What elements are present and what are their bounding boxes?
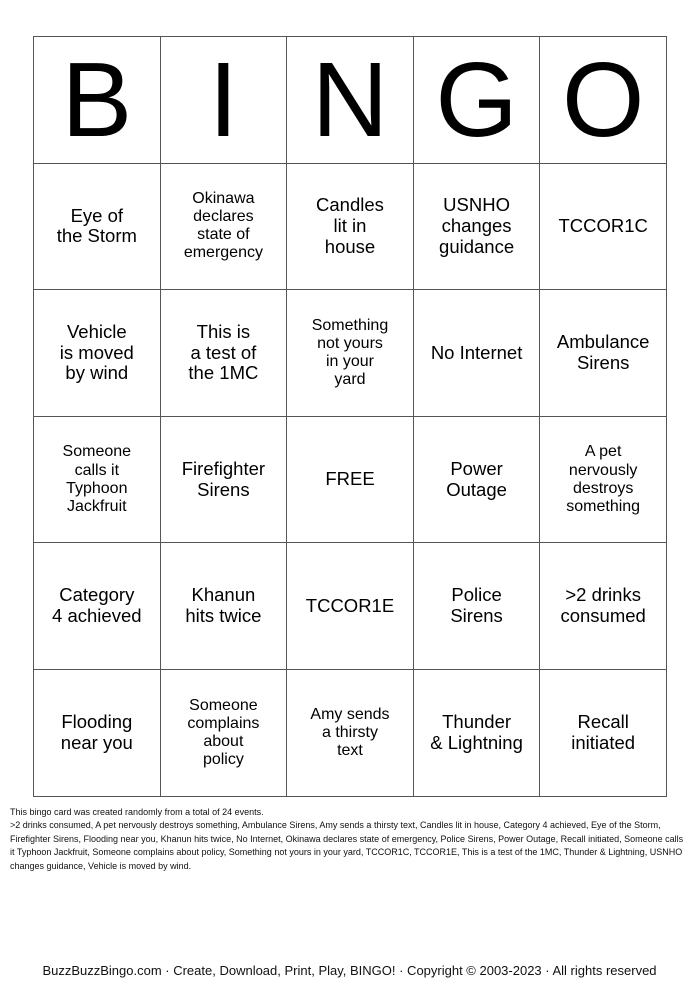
bingo-cell: A pet nervously destroys something [540, 416, 667, 543]
header-letter-b: B [34, 37, 161, 164]
bingo-cell: Candles lit in house [287, 163, 414, 290]
bingo-cell: This is a test of the 1MC [160, 290, 287, 417]
header-letter-n: N [287, 37, 414, 164]
card-info [10, 806, 690, 873]
header-letter-o: O [540, 37, 667, 164]
bingo-cell: >2 drinks consumed [540, 543, 667, 670]
card-row [34, 543, 667, 670]
bingo-cell: Flooding near you [34, 669, 161, 796]
bingo-cell: Thunder & Lightning [413, 669, 540, 796]
bingo-cell: Someone calls it Typhoon Jackfruit [34, 416, 161, 543]
bingo-cell: Someone complains about policy [160, 669, 287, 796]
free-cell: FREE [287, 416, 414, 543]
card-row [34, 669, 667, 796]
card-row [34, 163, 667, 290]
site-footer: BuzzBuzzBingo.com · Create, Download, Print, Play, BINGO! · Copyright © 2003-2023 · All rights reserved [42, 963, 657, 978]
header-row [34, 37, 667, 164]
card-summary: This bingo card was created randomly from a total of 24 events. [10, 807, 264, 817]
bingo-cell: No Internet [413, 290, 540, 417]
bingo-cell: Amy sends a thirsty text [287, 669, 414, 796]
bingo-cell: Category 4 achieved [34, 543, 161, 670]
bingo-cell: Firefighter Sirens [160, 416, 287, 543]
bingo-cell: Okinawa declares state of emergency [160, 163, 287, 290]
bingo-cell: Something not yours in your yard [287, 290, 414, 417]
header-letter-g: G [413, 37, 540, 164]
header-letter-i: I [160, 37, 287, 164]
bingo-cell: Police Sirens [413, 543, 540, 670]
bingo-cell: TCCOR1E [287, 543, 414, 670]
bingo-cell: Khanun hits twice [160, 543, 287, 670]
bingo-cell: Vehicle is moved by wind [34, 290, 161, 417]
bingo-cell: Eye of the Storm [34, 163, 161, 290]
bingo-cell: TCCOR1C [540, 163, 667, 290]
bingo-cell: Recall initiated [540, 669, 667, 796]
bingo-card [33, 36, 667, 797]
bingo-cell: Power Outage [413, 416, 540, 543]
bingo-cell: Ambulance Sirens [540, 290, 667, 417]
bingo-cell: USNHO changes guidance [413, 163, 540, 290]
card-row [34, 416, 667, 543]
event-list: >2 drinks consumed, A pet nervously destroys something, Ambulance Sirens, Amy sends a thirsty text, Candles lit in house, Category 4 achieved, Eye of the Storm, Firefighter Sirens, Flooding near you, Khanun hits twice, No Internet, Okinawa declares state of emergency, Police Sirens, Power Outage, Recall initiated, Someone calls it Typhoon Jackfruit, Someone complains about policy, Something not yours in your yard, TCCOR1C, TCCOR1E, This is a test of the 1MC, Thunder & Lightning, USNHO changes guidance, Vehicle is moved by wind. [10, 820, 684, 871]
card-row [34, 290, 667, 417]
